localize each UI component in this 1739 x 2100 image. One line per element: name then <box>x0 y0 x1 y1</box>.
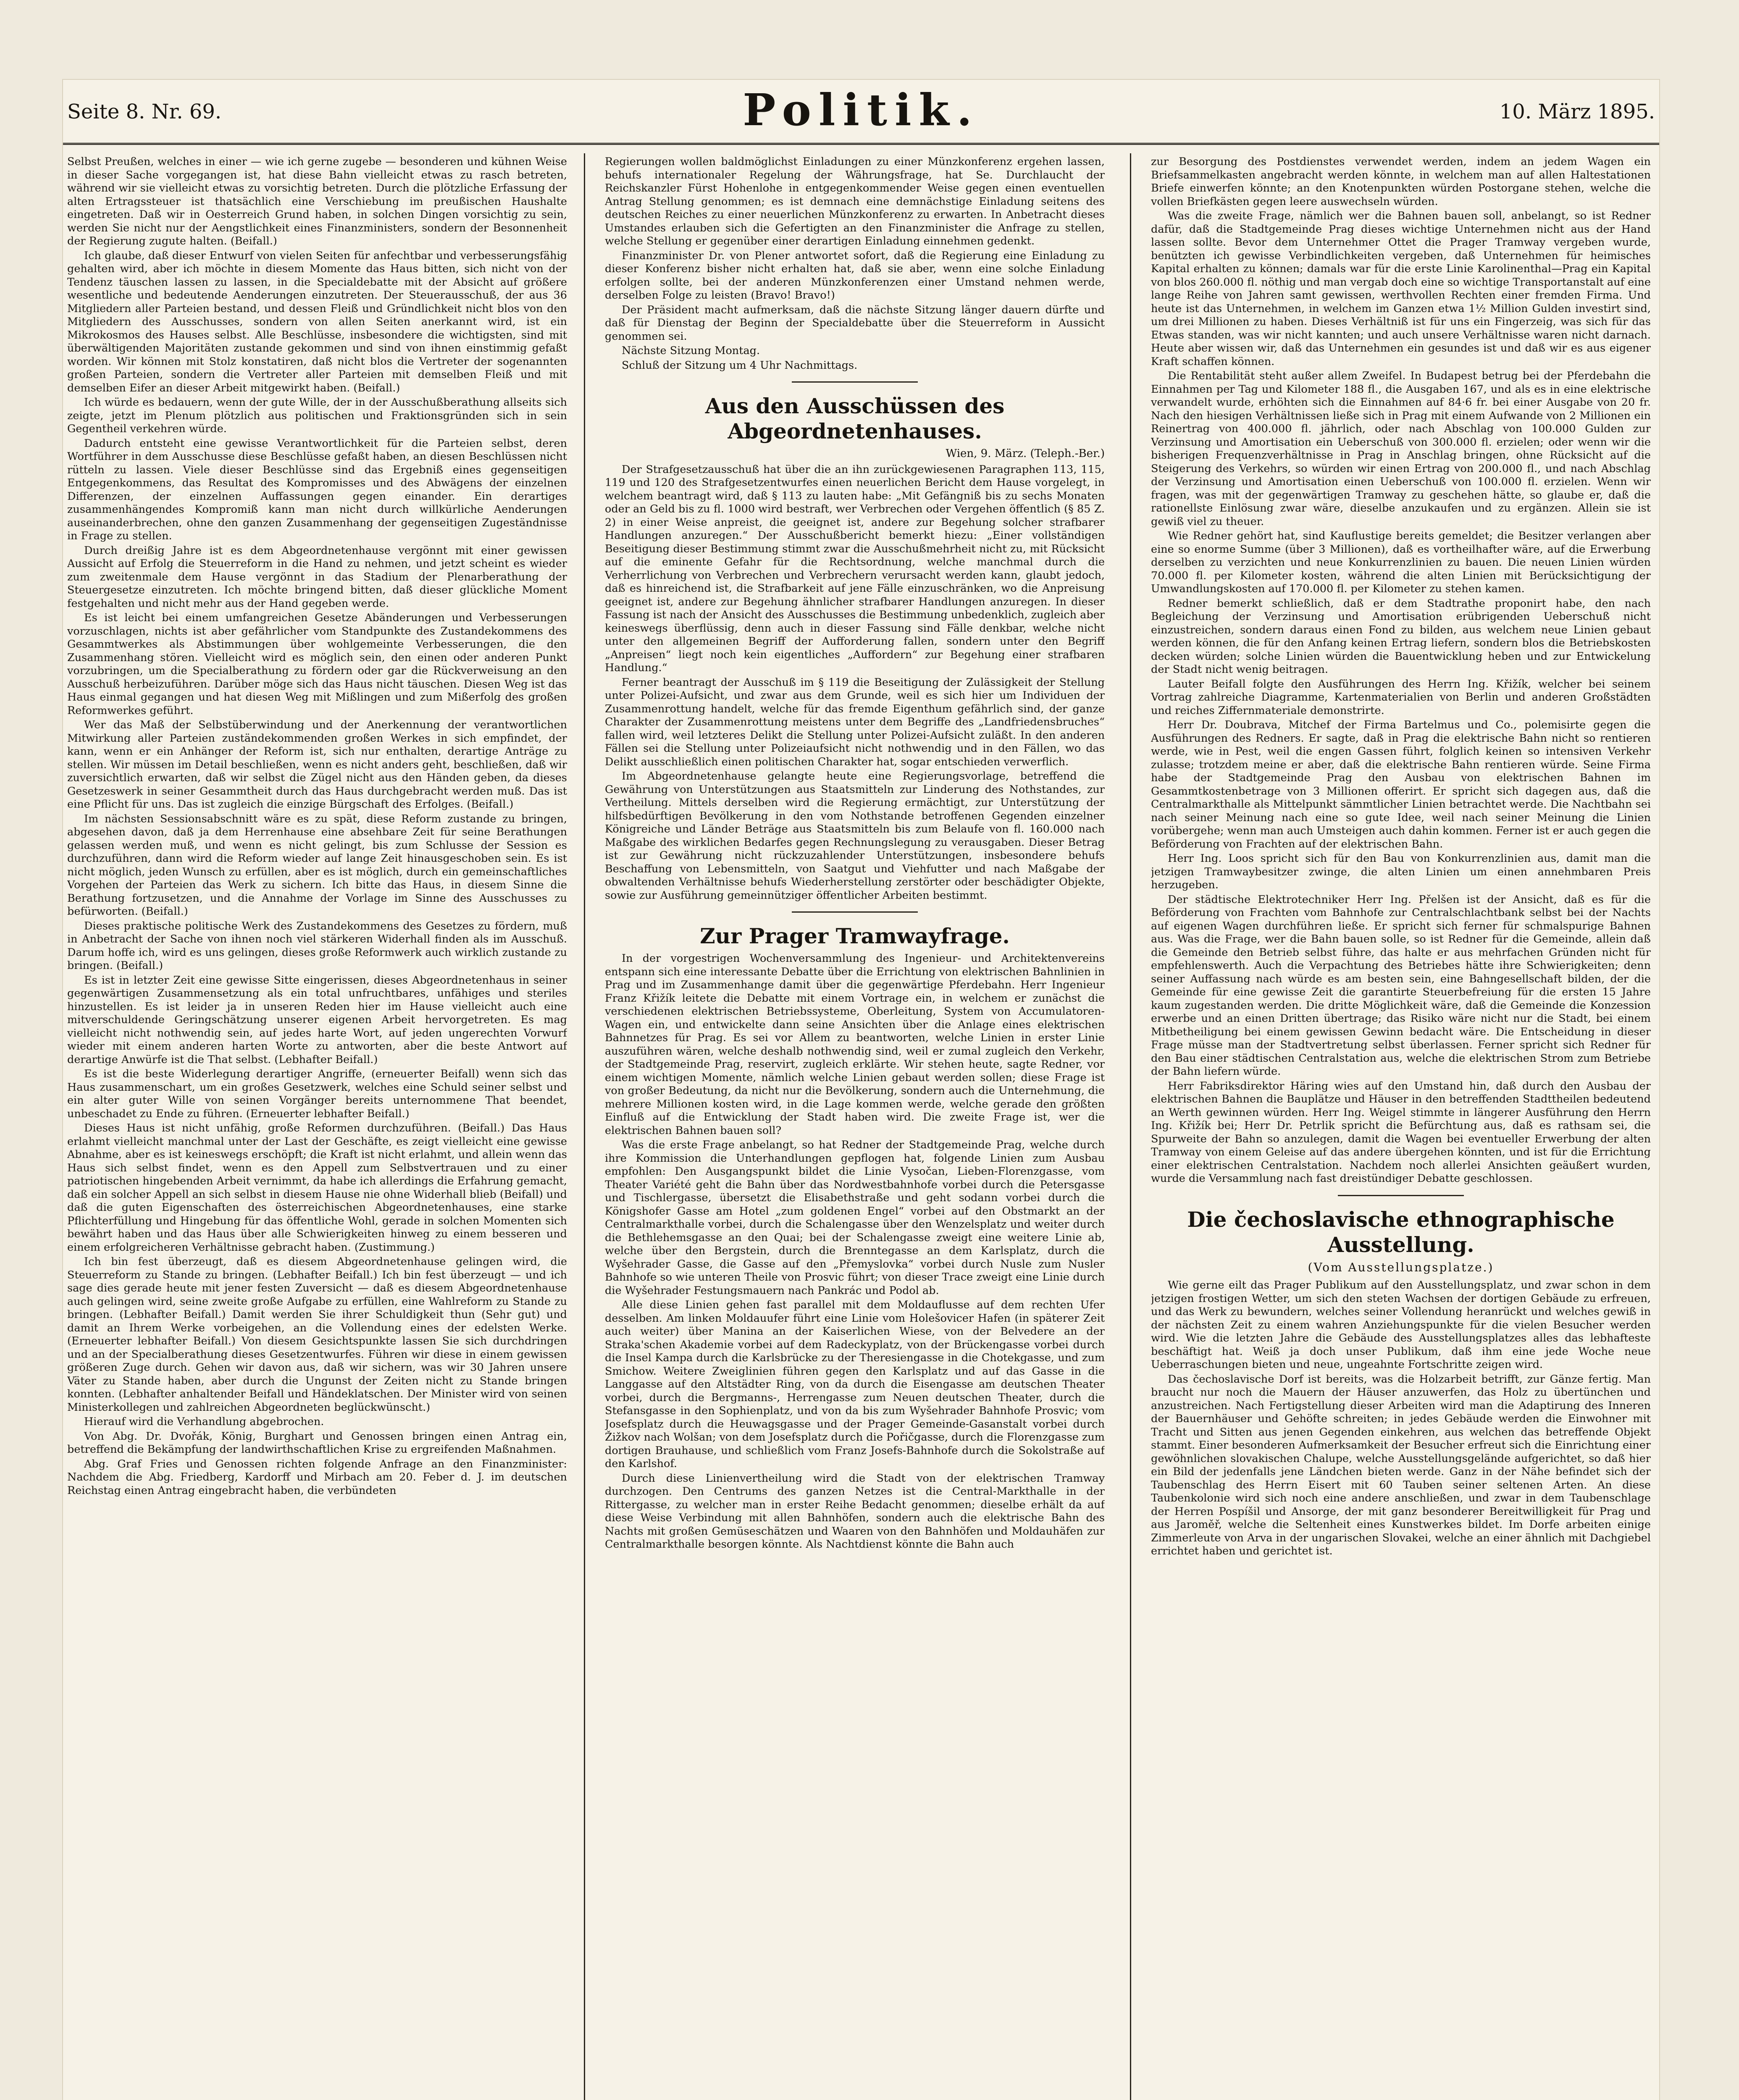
masthead <box>63 80 1659 145</box>
paragraph: Redner bemerkt schließlich, daß er dem Stadtrathe proponirt habe, den nach Begleichung der Verzinsung und Amortisation erübrigenden Ueberschuß nicht einzustreichen, sondern daraus einen Fond zu bilden, aus welchem neue Linien gebaut werden können, die für den Anfang keinen Ertrag liefern, sondern blos die Betriebskosten decken würden; solche Linien würden die Bauentwicklung heben und zur Entwickelung der Stadt nicht wenig beitragen. <box>1151 597 1651 676</box>
paragraph: Was die erste Frage anbelangt, so hat Redner der Stadtgemeinde Prag, welche durch ihre Kommission die Unterhandlungen gepflogen hat, folgende Linien zum Ausbau empfohlen: Den Ausgangspunkt bildet die Linie Vysočan, Lieben-Florenzgasse, vom Theater Variété geht die Bahn über das Nordwestbahnhofe vorbei durch die Petersgasse und Tischlergasse, übersetzt die Elisabethstraße und geht sodann vorbei durch die Königshofer Gasse am Hotel „zum goldenen Engel“ vorbei auf den Obstmarkt an der Centralmarkthalle vorbei, durch die Schalengasse über den Wenzelsplatz und weiter durch die Bethlehemsgasse an den Quai; bei der Schalengasse zweigt eine weitere Linie ab, welche über den Bergstein, durch die Brenntegasse an dem Karlsplatz, durch die Wyšehrader Gasse, die Gasse auf den „Přemyslovka“ vorbei durch Nusle zum Nusler Bahnhofe so wie unteren Theile von Prosvic führt; von dieser Trace zweigt eine Linie durch die Wyšehrader Festungsmauern nach Pankrác und Podol ab. <box>605 1139 1105 1297</box>
column-2 <box>605 155 1105 2100</box>
paragraph: Dadurch entsteht eine gewisse Verantwortlichkeit für die Parteien selbst, deren Wortführer in dem Ausschusse diese Beschlüsse gefaßt haben, an diesen Beschlüssen nicht rütteln zu lassen. Viele dieser Beschlüsse sind das Ergebniß eines gegenseitigen Entgegenkommens, das Resultat des Kompromisses und des Abwägens der einzelnen Differenzen, der einzelnen Auffassungen gegen einander. Ein derartiges zusammenhängendes Kompromiß kann man nicht durch willkürliche Aenderungen auseinanderbrechen, ohne den ganzen Zusammenhang der gegenseitigen Zugeständnisse in Frage zu stellen. <box>67 437 567 542</box>
paragraph: Ich glaube, daß dieser Entwurf von vielen Seiten für anfechtbar und verbesserungsfähig gehalten wird, aber ich möchte in diesem Momente das Haus bitten, sich nicht von der Tendenz täuschen lassen zu lassen, in die Specialdebatte mit der Absicht auf größere wesentliche und bedeutende Aenderungen einzutreten. Der Steuerausschuß, der aus 36 Mitgliedern aller Parteien bestand, und dessen Fleiß und Gründlichkeit nicht blos von den Mitgliedern des Ausschusses, sondern von allen Seiten anerkannt wird, ist ein Mikrokosmos des Hauses selbst. Alle Beschlüsse, insbesondere die wichtigsten, sind mit überwältigenden Majoritäten zustande gekommen und sind von ihnen einstimmig gefaßt worden. Wir können mit Stolz konstatiren, daß nicht blos die Vertreter der sogenannten großen Parteien, sondern die Vertreter aller Parteien mit demselben Fleiß und mit demselben Eifer an dieser Arbeit mitgewirkt haben. (Beifall.) <box>67 249 567 394</box>
paragraph: Die Rentabilität steht außer allem Zweifel. In Budapest betrug bei der Pferdebahn die Einnahmen per Tag und Kilometer 188 fl., die Ausgaben 167, und als es in eine elektrische verwandelt wurde, erhöhten sich die Einnahmen auf 84·6 fr. bei einer Ausgabe von 20 fr. Nach den hiesigen Verhältnissen ließe sich in Prag mit einem Aufwande von 2 Millionen ein Reinertrag von 400.000 fl. jährlich, oder nach Abschlag von 100.000 Gulden zur Verzinsung und Amortisation ein Ueberschuß von 300.000 fl. erzielen; oder wenn wir die bisherigen Frequenzverhältnisse in Prag in Anschlag bringen, ohne Rücksicht auf die Steigerung des Verkehrs, so würden wir einen Ertrag von 200.000 fl., und nach Abschlag der Verzinsung und Amortisation einen Ueberschuß von 100.000 fl. erzielen. Wenn wir fragen, was mit der gegenwärtigen Tramway zu geschehen hätte, so glaube er, daß die rationellste Einlösung zwar wäre, dieselbe anzukaufen und zu ergänzen. Allein sie ist gewiß viel zu theuer. <box>1151 370 1651 528</box>
headline-committees: Aus den Ausschüssen des Abgeordnetenhauses. <box>705 394 1005 444</box>
paragraph: Es ist in letzter Zeit eine gewisse Sitte eingerissen, dieses Abgeordnetenhaus in seiner gegenwärtigen Zusammensetzung als ein total unfruchtbares, unfähiges und steriles hinzustellen. Es ist leider ja in unseren Reden hier im Hause vielleicht auch eine mitverschuldende Geringschätzung unserer eigenen Arbeit hervorgetreten. Es mag vielleicht nicht nothwendig sein, auf jedes harte Wort, auf jeden ungerechten Vorwurf wieder mit einem anderen harten Worte zu antworten, aber die beste Antwort auf derartige Anwürfe ist die That selbst. (Lebhafter Beifall.) <box>67 974 567 1066</box>
paragraph: Der Präsident macht aufmerksam, daß die nächste Sitzung länger dauern dürfte und daß für Dienstag der Beginn der Specialdebatte über die Steuerreform in Aussicht genommen sei. <box>605 303 1105 343</box>
page-number: Seite 8. Nr. 69. <box>67 100 222 123</box>
paragraph: Ferner beantragt der Ausschuß im § 119 die Beseitigung der Zulässigkeit der Stellung unter Polizei-Aufsicht, und zwar aus dem Grunde, weil es sich hier um Individuen der Zusammenrottung handelt, welche für das fremde Eigenthum gefährlich sind, der ganze Charakter der Zusammenrottung meistens unter dem Begriffe des „Landfriedensbruches“ fallen wird, weil letzteres Delikt die Stellung unter Polizei-Aufsicht zuläßt. In den anderen Fällen sei die Stellung unter Polizeiaufsicht nicht nothwendig und in den Fällen, wo das Delikt ausschließlich einen politischen Charakter hat, sogar entschieden verwerflich. <box>605 676 1105 768</box>
paragraph: Der städtische Elektrotechniker Herr Ing. Přelšen ist der Ansicht, daß es für die Beförderung von Frachten vom Bahnhofe zur Centralschlachtbank selbst bei der Nachts auf eigenen Wagen durchführen ließe. Er spricht sich ferner für schmalspurige Bahnen aus. Was die Frage, wer die Bahn bauen solle, so ist Redner für die Gemeinde, allein daß die Gemeinde den Betrieb selbst führe, das halte er aus mehrfachen Gründen nicht für empfehlenswerth. Auch die Verpachtung des Betriebes hätte ihre Schwierigkeiten; denn seiner Auffassung nach würde es am besten sein, eine Bahngesellschaft bilden, der die Gemeinde für eine gewisse Zeit die garantirte Steuerbefreiung für die ersten 15 Jahre kaum zugestanden werden. Die dritte Möglichkeit wäre, daß die Gemeinde die Konzession erwerbe und an einen Dritten übertrage; das Risiko wäre nicht nur die Stadt, bei einem Mitbetheiligung bei einem gewissen Gewinn bedacht wäre. Die Entscheidung in dieser Frage müsse man der Stadtvertretung selbst überlassen. Ferner spricht sich Redner für den Bau einer städtischen Centralstation aus, welche die elektrischen Strom zum Betriebe der Bahn liefern würde. <box>1151 893 1651 1078</box>
paragraph: Durch diese Linienvertheilung wird die Stadt von der elektrischen Tramway durchzogen. Den Centrums des ganzen Netzes ist die Central-Markthalle in der Rittergasse, zu welcher man in erster Reihe Bedacht genommen; dieselbe erhält da auf diese Weise Verbindung mit allen Bahnhöfen, sondern auch die elektrische Bahn des Nachts mit großen Gemüseschätzen und Waaren von den Bahnhöfen und Moldauhäfen zur Centralmarkthalle besorgen könnte. Als Nachtdienst könnte die Bahn auch <box>605 1472 1105 1551</box>
column-1 <box>67 155 567 2100</box>
column-rule <box>1130 153 1131 2100</box>
column-rule <box>584 153 585 2100</box>
paragraph: Wie Redner gehört hat, sind Kauflustige bereits gemeldet; die Besitzer verlangen aber eine so enorme Summe (über 3 Millionen), daß es vortheilhafter wäre, auf die Erwerbung derselben zu verzichten und neue Konkurrenzlinien zu bauen. Die neuen Linien würden 70.000 fl. per Kilometer kosten, während die alten Linien mit Berücksichtigung der Umwandlungskosten auf 170.000 fl. per Kilometer zu stehen kamen. <box>1151 530 1651 595</box>
headline-exhibition: Die čechoslavische ethnographische Ausstellung. <box>1187 1207 1615 1257</box>
paragraph: Wer das Maß der Selbstüberwindung und der Anerkennung der verantwortlichen Mitwirkung aller Parteien zuständekommenden großen Werkes in sich empfindet, der kann, wenn er ein Anhänger der Reform ist, sich nur enthalten, derartige Anträge zu stellen. Wir müssen im Detail beschließen, wenn es nicht anders geht, beschließen, daß wir zuversichtlich erwarten, daß wir selbst die Zügel nicht aus den Händen geben, da dieses Gesetzeswerk in seiner Gesammtheit durch das Haus durchgebracht werden muß. Das ist eine Pflicht für uns. Das ist zugleich die einzige Bürgschaft des Erfolges. (Beifall.) <box>67 719 567 811</box>
newspaper-page <box>63 80 1659 2100</box>
paragraph: Schluß der Sitzung um 4 Uhr Nachmittags. <box>622 359 858 372</box>
paragraph: Regierungen wollen baldmöglichst Einladungen zu einer Münzkonferenz ergehen lassen, behufs internationaler Regelung der Währungsfrage, hat Se. Durchlaucht der Reichskanzler Fürst Hohenlohe in entgegenkommender Weise gegen einen eventuellen Antrag Stellung genommen; es ist demnach eine demnächstige Einladung seitens des deutschen Reiches zu einer neuerlichen Münzkonferenz zu erwarten. In Anbetracht dieses Umstandes erlauben sich die Gefertigten an den Finanzminister die Anfrage zu stellen, welche Stellung er gegenüber einer derartigen Einladung einnehmen gedenkt. <box>605 155 1105 247</box>
dateline: Wien, 9. März. (Teleph.-Ber.) <box>946 447 1105 460</box>
paragraph: Nächste Sitzung Montag. <box>622 344 760 357</box>
paragraph: Herr Ing. Loos spricht sich für den Bau von Konkurrenzlinien aus, damit man die jetzigen Tramwaybesitzer zwinge, die alten Linien um einen annehmbaren Preis herzugeben. <box>1151 852 1651 891</box>
paragraph: Hierauf wird die Verhandlung abgebrochen. <box>84 1415 324 1428</box>
paragraph: Ich bin fest überzeugt, daß es diesem Abgeordnetenhause gelingen wird, die Steuerreform zu Stande zu bringen. (Lebhafter Beifall.) Ich bin fest überzeugt — und ich sage dies gerade heute mit jener festen Zuversicht — daß es diesem Abgeordnetenhause auch gelingen wird, seine zweite große Aufgabe zu erfüllen, eine Wahlreform zu Stande zu bringen. (Lebhafter Beifall.) Damit werden Sie ihrer Schuldigkeit thun (Sehr gut) und damit an Ihrem Werke vorbeigehen, an die Vollendung eines der edelsten Werke. (Erneuerter lebhafter Beifall.) Von diesem Gesichtspunkte lassen Sie sich durchdringen und an der Specialberathung dieses Gesetzentwurfes. Führen wir diese in einem gewissen größeren Zuge durch. Gehen wir davon aus, daß wir sichern, was wir 30 Jahren unsere Väter zu Stande haben, aber durch die Ungunst der Zeiten nicht zu Stande bringen konnten. (Lebhafter anhaltender Beifall und Händeklatschen. Der Minister wird von seinen Ministerkollegen und zahlreichen Abgeordneten beglückwünscht.) <box>67 1255 567 1414</box>
paragraph: Durch dreißig Jahre ist es dem Abgeordnetenhause vergönnt mit einer gewissen Aussicht auf Erfolg die Steuerreform in die Hand zu nehmen, und jetzt scheint es wieder zum zweitenmale dem Hause vergönnt in das Stadium der Plenarberathung der Steuergesetze einzutreten. Ich möchte bringend bitten, daß dieser glückliche Moment festgehalten und nicht mehr aus der Hand gegeben werde. <box>67 544 567 610</box>
section-divider <box>1338 1195 1464 1196</box>
paragraph: Wie gerne eilt das Prager Publikum auf den Ausstellungsplatz, und zwar schon in dem jetzigen frostigen Wetter, um sich den steten Wachsen der dortigen Gebäude zu erfreuen, und das Werk zu bewundern, welches seiner Vollendung heranrückt und welches gewiß in der nächsten Zeit zu einem wahren Anziehungspunkte für die vielen Besucher werden wird. Wie die letzten Jahre die Gebäude des Ausstellungsplatzes alles das lebhafteste beschäftigt hat. Weiß ja doch unser Publikum, daß ihm eine jede Woche neue Ueberraschungen bieten und neue, ungeahnte Fortschritte zeigen wird. <box>1151 1279 1651 1371</box>
paragraph: Es ist leicht bei einem umfangreichen Gesetze Abänderungen und Verbesserungen vorzuschlagen, nichts ist aber gefährlicher vom Standpunkte des Zustandekommens des Gesammtwerkes als Abstimmungen über wohlgemeinte Verbesserungen, die den Zusammenhang stören. Vielleicht wird es möglich sein, den einen oder anderen Punkt vorzubringen, um die Specialberathung zu fördern oder gar die Rückverweisung an den Ausschuß herbeizuführen. Darüber möge sich das Haus nicht täuschen. Diesen Weg ist das Haus einmal gegangen und hat diesen Weg mit Mißlingen und zum Mißerfolg des großen Reformwerkes geführt. <box>67 612 567 717</box>
paragraph: Der Strafgesetzausschuß hat über die an ihn zurückgewiesenen Paragraphen 113, 115, 119 und 120 des Strafgesetzentwurfes einen neuerlichen Bericht dem Hause vorgelegt, in welchem beantragt wird, daß § 113 zu lauten habe: „Mit Gefängniß bis zu sechs Monaten oder an Geld bis zu fl. 1000 wird bestraft, wer Verbrechen oder Vergehen öffentlich (§ 85 Z. 2) in einer Weise anpreist, die geeignet ist, andere zur Begehung solcher strafbarer Handlungen anzuregen.“ Der Ausschußbericht bemerkt hiezu: „Einer vollständigen Beseitigung dieser Bestimmung stimmt zwar die Ausschußmehrheit nicht zu, mit Rücksicht auf die eminente Gefahr für die Rechtsordnung, welche manchmal durch die Verherrlichung von Verbrechen und Verbrechern verursacht werden kann, glaubt jedoch, daß es hinreichend ist, die Strafbarkeit auf jene Fälle einzuschränken, wo die Anpreisung geeignet ist, andere zur Begehung ähnlicher strafbarer Handlungen anzuregen. In dieser Fassung ist nach der Ansicht des Ausschusses die Bestimmung unbedenklich, zugleich aber keineswegs überflüssig, denn auch in dieser Fassung sind Fälle denkbar, welche nicht unter den allgemeinen Begriff der Aufforderung fallen, sondern unter den Begriff „Anpreisen“ liegt noch kein eigentliches „Auffordern“ zur Begehung einer strafbaren Handlung.“ <box>605 463 1105 674</box>
paragraph: Es ist die beste Widerlegung derartiger Angriffe, (erneuerter Beifall) wenn sich das Haus zusammenschart, um ein großes Gesetzwerk, welches eine Schuld seiner selbst und ein alter guter Wille von seinen Vorgänger bereits unternommene That beendet, unbeschadet zu Ende zu führen. (Erneuerter lebhafter Beifall.) <box>67 1068 567 1120</box>
paragraph: Alle diese Linien gehen fast parallel mit dem Moldauflusse auf dem rechten Ufer desselben. Am linken Moldauufer führt eine Linie vom Holešovicer Hafen (in späterer Zeit auch weiter) über Manina an der Kaiserlichen Wiese, von der Belvedere an der Straka'schen Akademie vorbei auf dem Radeckyplatz, von der Brückengasse vorbei durch die Insel Kampa durch die Karlsbrücke zu der Theresiengasse in die Chotekgasse, und zum Smichow. Weitere Zweiglinien führen gegen den Karlsplatz und auf das Gasse in die Langgasse auf den Altstädter Ring, von da durch die Eisengasse am deutschen Theater vorbei, durch die Bergmanns-, Herrengasse zum Neuen deutschen Theater, durch die Stefansgasse in den Sophienplatz, und von da bis zum Wyšehrader Bahnhofe Prosvic; vom Josefsplatz durch die Heuwagsgasse und der Prager Gemeinde-Gasanstalt vorbei durch Žižkov nach Wolšan; von dem Josefsplatz durch die Pořičgasse, durch die Florenzgasse zum dortigen Brauhause, und schließlich vom Franz Josefs-Bahnhofe durch die Sokolstraße auf den Karlshof. <box>605 1299 1105 1470</box>
paragraph: Im Abgeordnetenhause gelangte heute eine Regierungsvorlage, betreffend die Gewährung von Unterstützungen aus Staatsmitteln zur Linderung des Nothstandes, zur Vertheilung. Mittels derselben wird die Regierung ermächtigt, zur Unterstützung der hilfsbedürftigen Bevölkerung in den vom Nothstande betroffenen Gegenden einzelner Königreiche und Länder Beträge aus Staatsmitteln bis zum Belaufe von fl. 160.000 nach Maßgabe des wirklichen Bedarfes gegen Rechnungslegung zu verausgaben. Dieser Betrag ist zur Gewährung nicht rückzuzahlender Unterstützungen, insbesondere behufs Beschaffung von Lebensmitteln, von Saatgut und Viehfutter und nach Maßgabe der obwaltenden Verhältnisse behufs Wiederherstellung zerstörter oder beschädigter Objekte, sowie zur Ausführung gemeinnütziger öffentlicher Arbeiten bestimmt. <box>605 770 1105 902</box>
paragraph: Was die zweite Frage, nämlich wer die Bahnen bauen soll, anbelangt, so ist Redner dafür, daß die Stadtgemeinde Prag dieses wichtige Unternehmen nicht aus der Hand lassen sollte. Bevor dem Unternehmer Ottet die Prager Tramway vergeben wurde, benützten ich gewisse Verbindlichkeiten vergeben, daß Unternehmen für heimisches Kapital erhalten zu können; damals war für die erste Linie Karolinenthal—Prag ein Kapital von blos 260.000 fl. nöthig und man vergab doch eine so wichtige Transportanstalt auf eine lange Reihe von Jahren samt gewissen, werthvollen Rechten einer fremden Firma. Und heute ist das Unternehmen, in welchem im Ganzen etwa 1½ Million Gulden investirt sind, um drei Millionen zu haben. Dieses Verhältniß ist für uns ein Fingerzeig, was sich für das Etwas standen, was wir nicht kannten; und auch unsere Verhältnisse waren nicht darnach. Heute aber wissen wir, daß das Unternehmen ein gesundes ist und daß wir es aus eigener Kraft schaffen können. <box>1151 210 1651 368</box>
paragraph: Ich würde es bedauern, wenn der gute Wille, der in der Ausschußberathung allseits sich zeigte, jetzt im Plenum plötzlich aus politischen und Fraktionsgründen sich in sein Gegentheil verkehren würde. <box>67 396 567 435</box>
column-3 <box>1151 155 1651 2100</box>
section-title: Politik. <box>743 84 980 136</box>
paragraph: zur Besorgung des Postdienstes verwendet werden, indem an jedem Wagen ein Briefsammelkasten angebracht werden könnte, in welchem man auf allen Haltestationen Briefe einwerfen könnte; an den Knotenpunkten würden Postorgane stehen, welche die vollen Briefkästen gegen leere auswechseln würden. <box>1151 155 1651 208</box>
paragraph: Abg. Graf Fries und Genossen richten folgende Anfrage an den Finanzminister: Nachdem die Abg. Friedberg, Kardorff und Mirbach am 20. Feber d. J. im deutschen Reichstag einen Antrag eingebracht haben, die verbündeten <box>67 1457 567 1497</box>
paragraph: Finanzminister Dr. von Plener antwortet sofort, daß die Regierung eine Einladung zu dieser Konferenz bisher nicht erhalten hat, daß sie aber, wenn eine solche Einladung erfolgen sollte, bei der anderen Münzkonferenzen einer Umstand nehmen werde, derselben Folge zu leisten (Bravo! Bravo!) <box>605 249 1105 302</box>
issue-date: 10. März 1895. <box>1499 100 1655 123</box>
section-divider <box>792 911 918 913</box>
headline-tramway: Zur Prager Tramwayfrage. <box>700 924 1010 948</box>
subheadline: (Vom Ausstellungsplatze.) <box>1308 1260 1494 1274</box>
paragraph: Von Abg. Dr. Dvořák, König, Burghart und Genossen bringen einen Antrag ein, betreffend die Bekämpfung der landwirthschaftlichen Krise zu ergreifenden Maßnahmen. <box>67 1430 567 1456</box>
paragraph: Dieses Haus ist nicht unfähig, große Reformen durchzuführen. (Beifall.) Das Haus erlahmt vielleicht manchmal unter der Last der Geschäfte, es zeigt vielleicht eine gewisse Abnahme, aber es ist keineswegs erschöpft; die Kraft ist nicht erlahmt, und allein wenn das Haus sich selbst findet, wenn es den Appell zum Selbstvertrauen und zu einer patriotischen hingebenden Arbeit vernimmt, da habe ich allerdings die Erfahrung gemacht, daß ein solcher Appell an sich selbst in diesem Hause nie ohne Widerhall blieb (Beifall) und daß die guten Eigenschaften des österreichischen Abgeordnetenhauses, eine starke Pflichterfüllung und Hingebung für das öffentliche Wohl, gerade in solchen Momenten sich bewährt haben und das Haus über alle Schwierigkeiten hinweg zu einem besseren und einem erfolgreicheren Verhältnisse gebracht haben. (Zustimmung.) <box>67 1122 567 1254</box>
section-divider <box>792 381 918 383</box>
paragraph: Selbst Preußen, welches in einer — wie ich gerne zugebe — besonderen und kühnen Weise in dieser Sache vorgegangen ist, hat diese Bahn vielleicht etwas zu rasch betreten, während wir sie vielleicht etwas zu vorsichtig betreten. Durch die plötzliche Erfassung der alten Ertragssteuer ist thatsächlich eine Verschiebung im preußischen Haushalte eingetreten. Daß wir in Oesterreich Grund haben, in solchen Dingen vorsichtig zu sein, werden Sie nicht nur der Aengstlichkeit eines Finanzministers, sondern der Besonnenheit der Regierung zugute halten. (Beifall.) <box>67 155 567 247</box>
paragraph: Lauter Beifall folgte den Ausführungen des Herrn Ing. Křižík, welcher bei seinem Vortrag zahlreiche Diagramme, Kartenmaterialien von Berlin und anderen Großstädten und reiches Ziffernmateriale demonstrirte. <box>1151 677 1651 717</box>
paragraph: Herr Fabriksdirektor Häring wies auf den Umstand hin, daß durch den Ausbau der elektrischen Bahnen die Bauplätze und Häuser in den betreffenden Stadttheilen bedeutend an Werth gewinnen würden. Herr Ing. Weigel stimmte in längerer Ausführung den Herrn Ing. Křižík bei; Herr Dr. Petrlik spricht die Befürchtung aus, daß es rathsam sei, die Spurweite der Bahn so anzulegen, damit die Wagen bei eventueller Erwerbung der alten Tramway von einem Geleise auf das andere übergehen könnten, und ist für die Errichtung einer elektrischen Centralstation. Nachdem noch allerlei Ansichten geäußert wurden, wurde die Versammlung nach fast dreistündiger Debatte geschlossen. <box>1151 1079 1651 1185</box>
paragraph: Dieses praktische politische Werk des Zustandekommens des Gesetzes zu fördern, muß in Anbetracht der Sache von ihnen noch viel stärkeren Widerhall finden als im Ausschuß. Darum hoffe ich, wird es uns gelingen, dieses große Reformwerk auch wirklich zustande zu bringen. (Beifall.) <box>67 919 567 972</box>
paragraph: Das čechoslavische Dorf ist bereits, was die Holzarbeit betrifft, zur Gänze fertig. Man braucht nur noch die Mauern der Häuser anzuwerfen, das Holz zu übertünchen und anzustreichen. Nach Fertigstellung dieser Arbeiten wird man die Adaptirung des Inneren der Bauernhäuser und Gehöfte schreiten; in jedes Gebäude werden die Einwohner mit Tracht und Sitten aus jenen Gegenden einkehren, aus welchen das betreffende Objekt stammt. Einer besonderen Aufmerksamkeit der Besucher erfreut sich die Einrichtung einer gewöhnlichen slovakischen Chalupe, welche Ausstellungsgelände aufgerichtet, so daß hier ein Bild der jedenfalls jene Ländchen bieten werde. Ganz in der Nähe befindet sich der Taubenschlag des Herrn Eisert mit 60 Tauben seiner seltenen Arten. An diese Taubenkolonie wird sich noch eine andere anschließen, und zwar in dem Taubenschlage der Herren Pospíšil und Ansorge, der mit ganz besonderer Bereitwilligkeit für Prag und aus Jaroměř, welche die Seltenheit eines Kunstwerkes bildet. Im Dorfe arbeiten einige Zimmerleute von Arva in der ungarischen Slovakei, welche an einer ähnlich mit Dachgiebel errichtet haben und gerichtet ist. <box>1151 1373 1651 1557</box>
paragraph: In der vorgestrigen Wochenversammlung des Ingenieur- und Architektenvereins entspann sich eine interessante Debatte über die Errichtung von elektrischen Bahnlinien in Prag und im Zusammenhange damit über die gegenwärtige Pferdebahn. Herr Ingenieur Franz Křižík leitete die Debatte mit einem Vortrage ein, in welchem er zunächst die verschiedenen elektrischen Betriebssysteme, Oberleitung, System von Accumulatoren-Wagen ein, und entwickelte dann seine Ansichten über die Anlage eines elektrischen Bahnnetzes für Prag. Es sei vor Allem zu beantworten, welche Linien in erster Linie auszuführen wären, welche deshalb nothwendig sind, weil er zumal zugleich den Verkehr, der Stadtgemeinde Prag, reservirt, zugleich erklärte. Wir stehen heute, sagte Redner, vor einem wichtigen Momente, nämlich welche Linien gebaut werden sollen; diese Frage ist von großer Bedeutung, da nicht nur die Bevölkerung, sondern auch die Unternehmung, die mehrere Millionen kosten wird, in die Lage kommen werde, welche gerade den größten Einfluß auf die Entwicklung der Stadt haben wird. Die zweite Frage ist, wer die elektrischen Bahnen bauen soll? <box>605 952 1105 1137</box>
paragraph: Im nächsten Sessionsabschnitt wäre es zu spät, diese Reform zustande zu bringen, abgesehen davon, daß ja dem Herrenhause eine absehbare Zeit für seine Berathungen gelassen werden muß, und wenn es nicht gelingt, bis zum Schlusse der Session es durchzuführen, dann wird die Reform wieder auf lange Zeit hinausgeschoben sein. Es ist nicht möglich, jeden Wunsch zu erfüllen, aber es ist möglich, durch ein gemeinschaftliches Vorgehen der Parteien das Werk zu sichern. Ich bitte das Haus, in diesem Sinne die Berathung fortzusetzen, und die Annahme der Vorlage im Sinne des Ausschusses zu befürworten. (Beifall.) <box>67 812 567 918</box>
paragraph: Herr Dr. Doubrava, Mitchef der Firma Bartelmus und Co., polemisirte gegen die Ausführungen des Redners. Er sagte, daß in Prag die elektrische Bahn nicht so rentieren werde, wie in Pest, weil die engen Gassen führt, folglich keinen so intensiven Verkehr zulasse; trotzdem meine er aber, daß die elektrische Bahn rentieren würde. Seine Firma habe der Stadtgemeinde Prag den Ausbau von elektrischen Bahnen im Gesammtkostenbetrage von 3 Millionen offerirt. Er spricht sich dagegen aus, daß die Centralmarkthalle als Mittelpunkt sämmtlicher Linien betrachtet werde. Die Nachtbahn sei nach seiner Meinung nach eine so gute Idee, weil nach seiner Meinung die Linien vorübergehe; wenn man auch Umsteigen auch dahin kommen. Ferner ist er auch gegen die Beförderung von Frachten auf der elektrischen Bahn. <box>1151 719 1651 850</box>
